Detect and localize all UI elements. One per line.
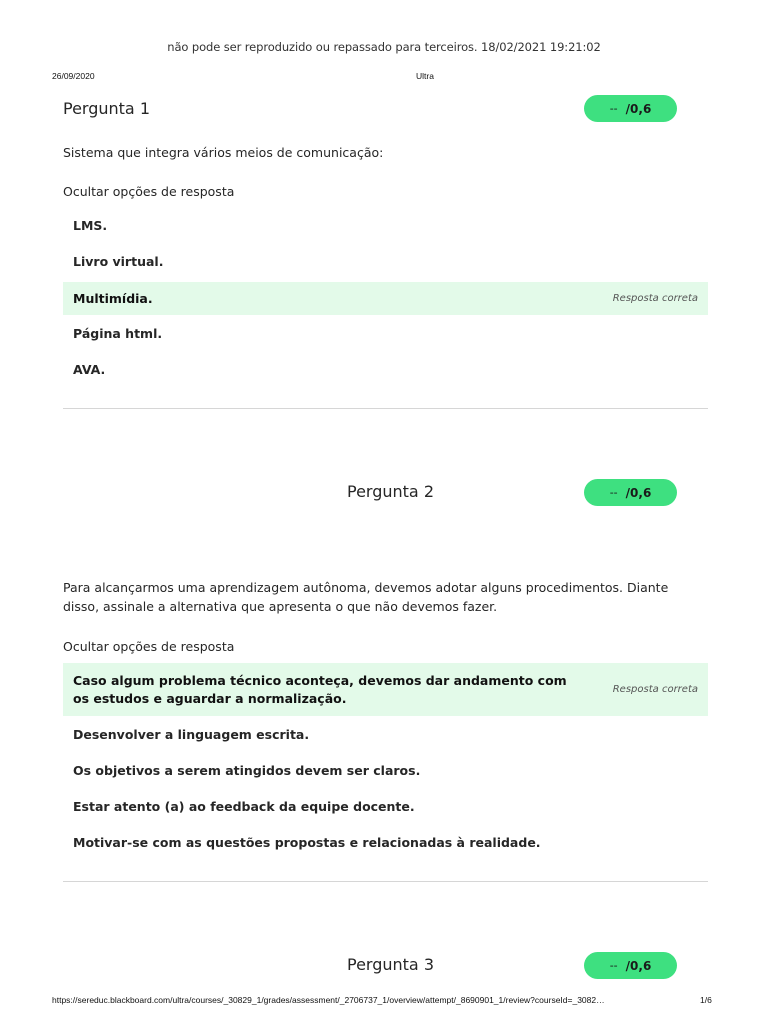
answer-text: Os objetivos a serem atingidos devem ser claros. <box>73 763 421 778</box>
correct-answer-tag: Resposta correta <box>612 292 698 304</box>
answer-text: Multimídia. <box>73 290 153 306</box>
question-1-score-badge <box>584 95 677 122</box>
question-1-title: Pergunta 1 <box>63 99 150 118</box>
answer-text: Motivar-se com as questões propostas e relacionadas à realidade. <box>73 835 541 850</box>
question-2-title: Pergunta 2 <box>347 482 434 501</box>
question-2-score-badge <box>584 479 677 506</box>
answer-option <box>63 318 708 350</box>
print-title: Ultra <box>416 71 434 81</box>
answer-option <box>63 354 708 386</box>
answer-text: LMS. <box>73 218 108 233</box>
footer-page-number: 1/6 <box>700 995 712 1005</box>
score-value: /0,6 <box>625 958 652 973</box>
answer-text: Livro virtual. <box>73 254 164 269</box>
question-3-score-badge <box>584 952 677 979</box>
question-divider <box>63 881 708 882</box>
question-divider <box>63 408 708 409</box>
answer-option <box>63 755 708 787</box>
question-2-text: Para alcançarmos uma aprendizagem autônoma, devemos adotar alguns procedimentos. Diante disso, assinale a alternativa que apresenta o que não devemos fazer. <box>63 580 669 614</box>
correct-answer-tag: Resposta correta <box>612 683 698 695</box>
score-dash: -- <box>609 486 618 499</box>
answer-option-correct <box>63 282 708 315</box>
print-date: 26/09/2020 <box>52 71 95 81</box>
answer-option <box>63 827 708 859</box>
answer-option-correct <box>63 663 708 716</box>
answer-option <box>63 719 708 751</box>
score-dash: -- <box>609 959 618 972</box>
answer-text: Estar atento (a) ao feedback da equipe docente. <box>73 799 415 814</box>
answer-text: AVA. <box>73 362 106 377</box>
answer-text: Página html. <box>73 326 163 341</box>
watermark-text: não pode ser reproduzido ou repassado para terceiros. 18/02/2021 19:21:02 <box>167 40 601 54</box>
question-1-text: Sistema que integra vários meios de comunicação: <box>63 145 384 160</box>
question-3-title: Pergunta 3 <box>347 955 434 974</box>
score-value: /0,6 <box>625 485 652 500</box>
answer-option <box>63 246 708 278</box>
score-dash: -- <box>609 102 618 115</box>
answer-option <box>63 791 708 823</box>
footer-url: https://sereduc.blackboard.com/ultra/courses/_30829_1/grades/assessment/_2706737_1/overview/attempt/_8690901_1/review?courseId=_3082… <box>52 995 605 1005</box>
answer-text: Desenvolver a linguagem escrita. <box>73 727 310 742</box>
hide-options-toggle[interactable]: Ocultar opções de resposta <box>63 184 235 199</box>
hide-options-toggle[interactable]: Ocultar opções de resposta <box>63 639 235 654</box>
answer-option <box>63 210 708 242</box>
answer-text: Caso algum problema técnico aconteça, devemos dar andamento com os estudos e aguardar a normalização. <box>73 672 567 706</box>
score-value: /0,6 <box>625 101 652 116</box>
